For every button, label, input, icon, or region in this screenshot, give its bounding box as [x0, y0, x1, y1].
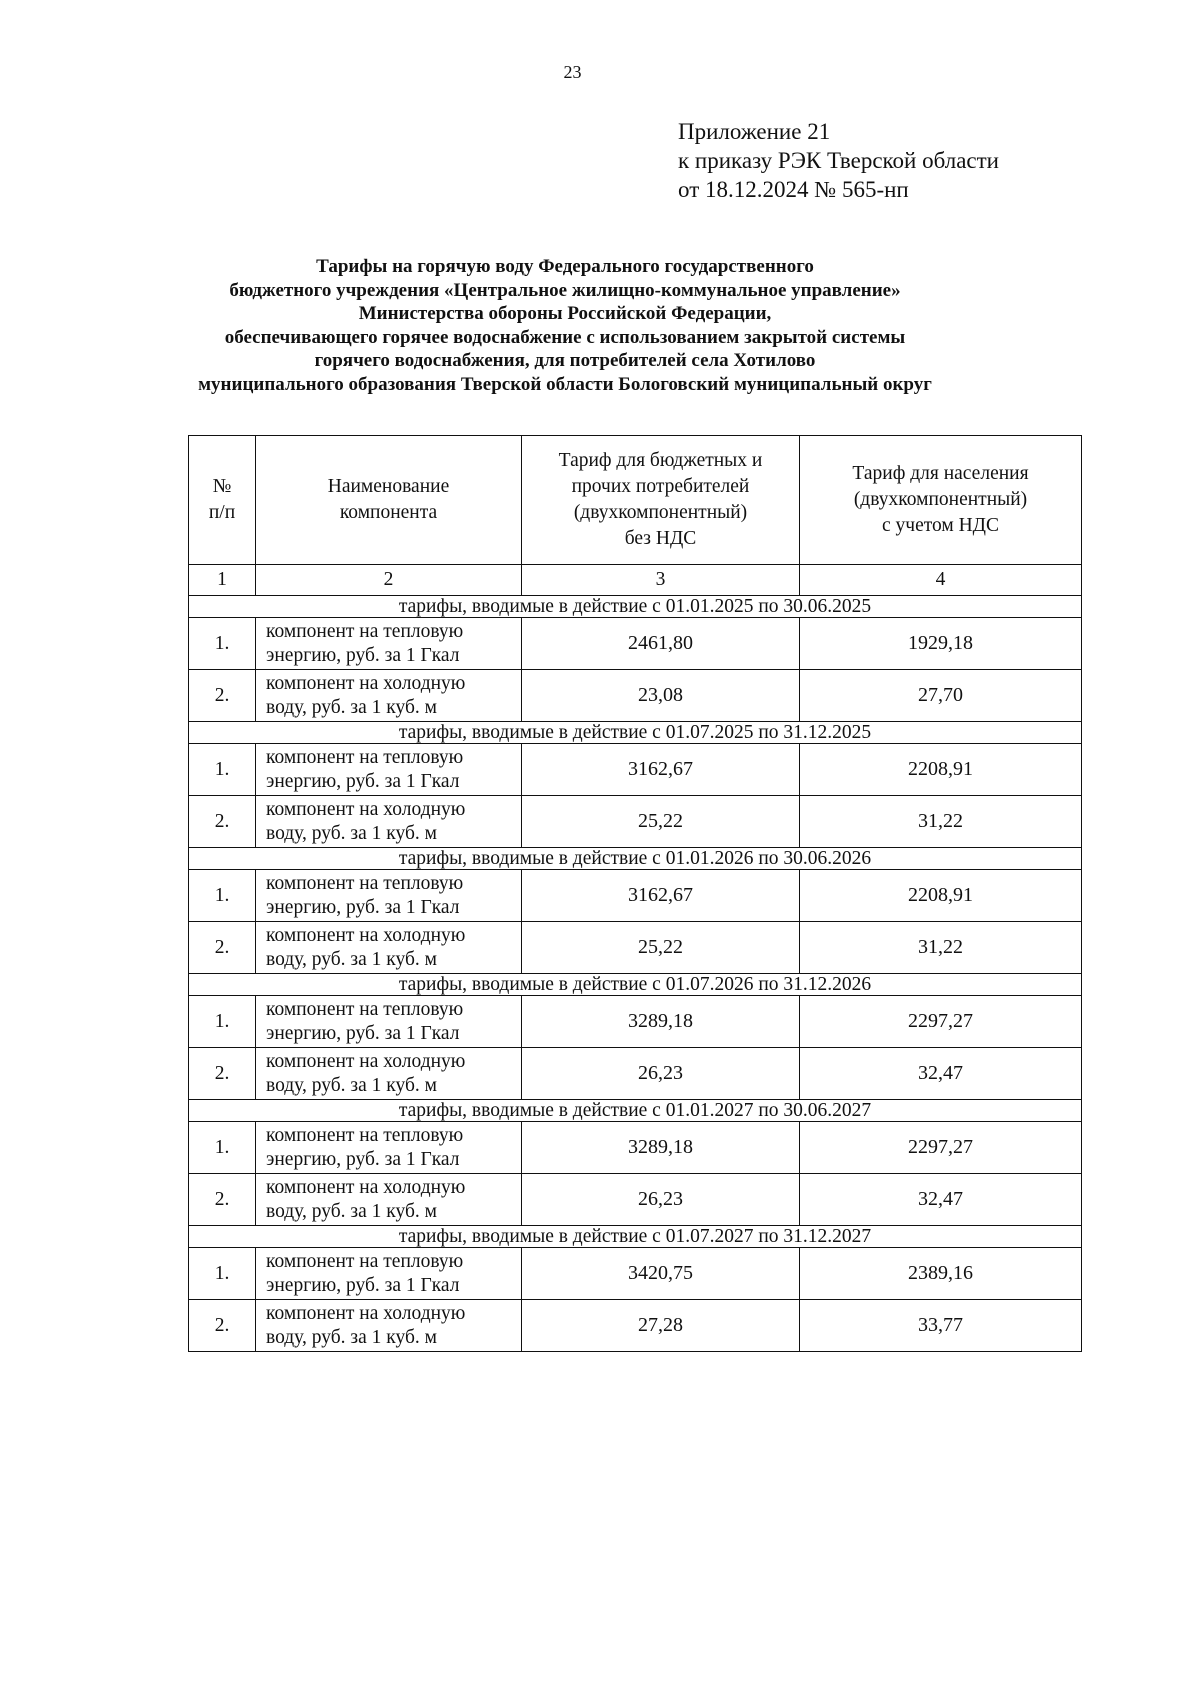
row-number: 1. — [189, 996, 256, 1048]
table-row — [189, 1248, 1082, 1300]
table-row — [189, 996, 1082, 1048]
header-line: компонента — [339, 502, 438, 523]
table-header-row — [189, 436, 1082, 565]
budget-tariff-value: 3420,75 — [522, 1248, 800, 1300]
column-number: 3 — [522, 565, 800, 596]
population-tariff-value: 27,70 — [800, 670, 1082, 722]
component-name-line: воду, руб. за 1 куб. м — [266, 1200, 437, 1222]
component-name — [256, 618, 522, 670]
period-row — [189, 848, 1082, 870]
header-line: прочих потребителей — [571, 476, 750, 497]
component-name — [256, 1122, 522, 1174]
row-number: 2. — [189, 1048, 256, 1100]
component-name — [256, 1174, 522, 1226]
population-tariff-value: 32,47 — [800, 1048, 1082, 1100]
row-number: 2. — [189, 922, 256, 974]
header-number — [189, 436, 256, 565]
budget-tariff-value: 25,22 — [522, 922, 800, 974]
table-row — [189, 1048, 1082, 1100]
appendix-reference — [678, 117, 999, 204]
table-row — [189, 870, 1082, 922]
title-line: Тарифы на горячую воду Федерального государственного — [316, 256, 814, 277]
appendix-line: от 18.12.2024 № 565-нп — [678, 177, 909, 202]
component-name — [256, 796, 522, 848]
period-row — [189, 974, 1082, 996]
component-name-line: воду, руб. за 1 куб. м — [266, 1326, 437, 1348]
title-line: горячего водоснабжения, для потребителей села Хотилово — [314, 350, 816, 372]
component-name-line: компонент на холодную — [266, 924, 466, 946]
component-name-line: компонент на тепловую — [266, 998, 464, 1020]
component-name-line: компонент на тепловую — [266, 1124, 464, 1146]
title-line: бюджетного учреждения «Центральное жилищно-коммунальное управление» — [229, 279, 901, 301]
component-name — [256, 996, 522, 1048]
population-tariff-value: 32,47 — [800, 1174, 1082, 1226]
column-number: 2 — [256, 565, 522, 596]
period-row — [189, 722, 1082, 744]
component-name-line: компонент на тепловую — [266, 746, 464, 768]
budget-tariff-value: 27,28 — [522, 1300, 800, 1352]
table-row — [189, 1122, 1082, 1174]
table-row — [189, 618, 1082, 670]
period-row — [189, 596, 1082, 618]
budget-tariff-value: 3289,18 — [522, 1122, 800, 1174]
component-name-line: компонент на тепловую — [266, 872, 464, 894]
header-line: № — [212, 476, 232, 497]
budget-tariff-value: 2461,80 — [522, 618, 800, 670]
appendix-line: Приложение 21 — [678, 119, 831, 144]
component-name — [256, 670, 522, 722]
header-line: (двухкомпонентный) — [853, 489, 1028, 510]
population-tariff-value: 2208,91 — [800, 744, 1082, 796]
component-name-line: компонент на холодную — [266, 798, 466, 820]
page-number: 23 — [563, 62, 582, 82]
row-number: 1. — [189, 1122, 256, 1174]
column-number: 1 — [189, 565, 256, 596]
period-label: тарифы, вводимые в действие с 01.01.2027 по 30.06.2027 — [189, 1100, 1082, 1122]
component-name — [256, 922, 522, 974]
population-tariff-value: 2297,27 — [800, 996, 1082, 1048]
component-name-line: компонент на тепловую — [266, 620, 464, 642]
component-name-line: воду, руб. за 1 куб. м — [266, 696, 437, 718]
period-row — [189, 1226, 1082, 1248]
component-name-line: энергию, руб. за 1 Гкал — [266, 644, 460, 666]
period-label: тарифы, вводимые в действие с 01.07.2026 по 31.12.2026 — [189, 974, 1082, 996]
header-line: Тариф для бюджетных и — [558, 450, 763, 471]
title-line: Министерства обороны Российской Федерации, — [358, 303, 772, 325]
component-name-line: энергию, руб. за 1 Гкал — [266, 770, 460, 792]
header-line: п/п — [208, 502, 236, 523]
table-row — [189, 744, 1082, 796]
component-name-line: компонент на тепловую — [266, 1250, 464, 1272]
header-population-tariff — [800, 436, 1082, 565]
component-name — [256, 1248, 522, 1300]
component-name-line: воду, руб. за 1 куб. м — [266, 1074, 437, 1096]
population-tariff-value: 1929,18 — [800, 618, 1082, 670]
component-name-line: воду, руб. за 1 куб. м — [266, 948, 437, 970]
header-budget-tariff — [522, 436, 800, 565]
population-tariff-value: 31,22 — [800, 922, 1082, 974]
component-name-line: компонент на холодную — [266, 672, 466, 694]
budget-tariff-value: 3289,18 — [522, 996, 800, 1048]
component-name — [256, 870, 522, 922]
component-name-line: компонент на холодную — [266, 1302, 466, 1324]
document-title — [150, 255, 980, 397]
budget-tariff-value: 26,23 — [522, 1048, 800, 1100]
period-label: тарифы, вводимые в действие с 01.01.2025 по 30.06.2025 — [189, 596, 1082, 618]
row-number: 1. — [189, 1248, 256, 1300]
header-line: (двухкомпонентный) — [573, 502, 748, 523]
row-number: 2. — [189, 1300, 256, 1352]
table-row — [189, 670, 1082, 722]
budget-tariff-value: 23,08 — [522, 670, 800, 722]
component-name-line: энергию, руб. за 1 Гкал — [266, 1022, 460, 1044]
row-number: 2. — [189, 1174, 256, 1226]
table-row — [189, 1300, 1082, 1352]
header-line: Тариф для населения — [852, 463, 1029, 484]
component-name — [256, 1048, 522, 1100]
row-number: 2. — [189, 670, 256, 722]
row-number: 1. — [189, 870, 256, 922]
header-component-name — [256, 436, 522, 565]
population-tariff-value: 2208,91 — [800, 870, 1082, 922]
column-number: 4 — [800, 565, 1082, 596]
population-tariff-value: 33,77 — [800, 1300, 1082, 1352]
row-number: 1. — [189, 618, 256, 670]
column-number-row — [189, 565, 1082, 596]
title-line: обеспечивающего горячее водоснабжение с использованием закрытой системы — [224, 326, 906, 348]
period-label: тарифы, вводимые в действие с 01.07.2027 по 31.12.2027 — [189, 1226, 1082, 1248]
component-name — [256, 1300, 522, 1352]
header-line: без НДС — [624, 528, 697, 549]
table-row — [189, 796, 1082, 848]
population-tariff-value: 2389,16 — [800, 1248, 1082, 1300]
component-name-line: компонент на холодную — [266, 1176, 466, 1198]
component-name — [256, 744, 522, 796]
component-name-line: энергию, руб. за 1 Гкал — [266, 1274, 460, 1296]
budget-tariff-value: 3162,67 — [522, 744, 800, 796]
component-name-line: энергию, руб. за 1 Гкал — [266, 1148, 460, 1170]
row-number: 1. — [189, 744, 256, 796]
row-number: 2. — [189, 796, 256, 848]
header-line: с учетом НДС — [882, 515, 999, 536]
tariff-table — [188, 435, 1082, 1352]
header-line: Наименование — [327, 476, 450, 497]
budget-tariff-value: 26,23 — [522, 1174, 800, 1226]
component-name-line: энергию, руб. за 1 Гкал — [266, 896, 460, 918]
budget-tariff-value: 25,22 — [522, 796, 800, 848]
period-label: тарифы, вводимые в действие с 01.01.2026 по 30.06.2026 — [189, 848, 1082, 870]
table-row — [189, 922, 1082, 974]
period-label: тарифы, вводимые в действие с 01.07.2025 по 31.12.2025 — [189, 722, 1082, 744]
population-tariff-value: 31,22 — [800, 796, 1082, 848]
title-line: муниципального образования Тверской области Бологовский муниципальный округ — [198, 373, 932, 395]
component-name-line: воду, руб. за 1 куб. м — [266, 822, 437, 844]
period-row — [189, 1100, 1082, 1122]
table-row — [189, 1174, 1082, 1226]
population-tariff-value: 2297,27 — [800, 1122, 1082, 1174]
component-name-line: компонент на холодную — [266, 1050, 466, 1072]
appendix-line: к приказу РЭК Тверской области — [678, 148, 999, 173]
budget-tariff-value: 3162,67 — [522, 870, 800, 922]
